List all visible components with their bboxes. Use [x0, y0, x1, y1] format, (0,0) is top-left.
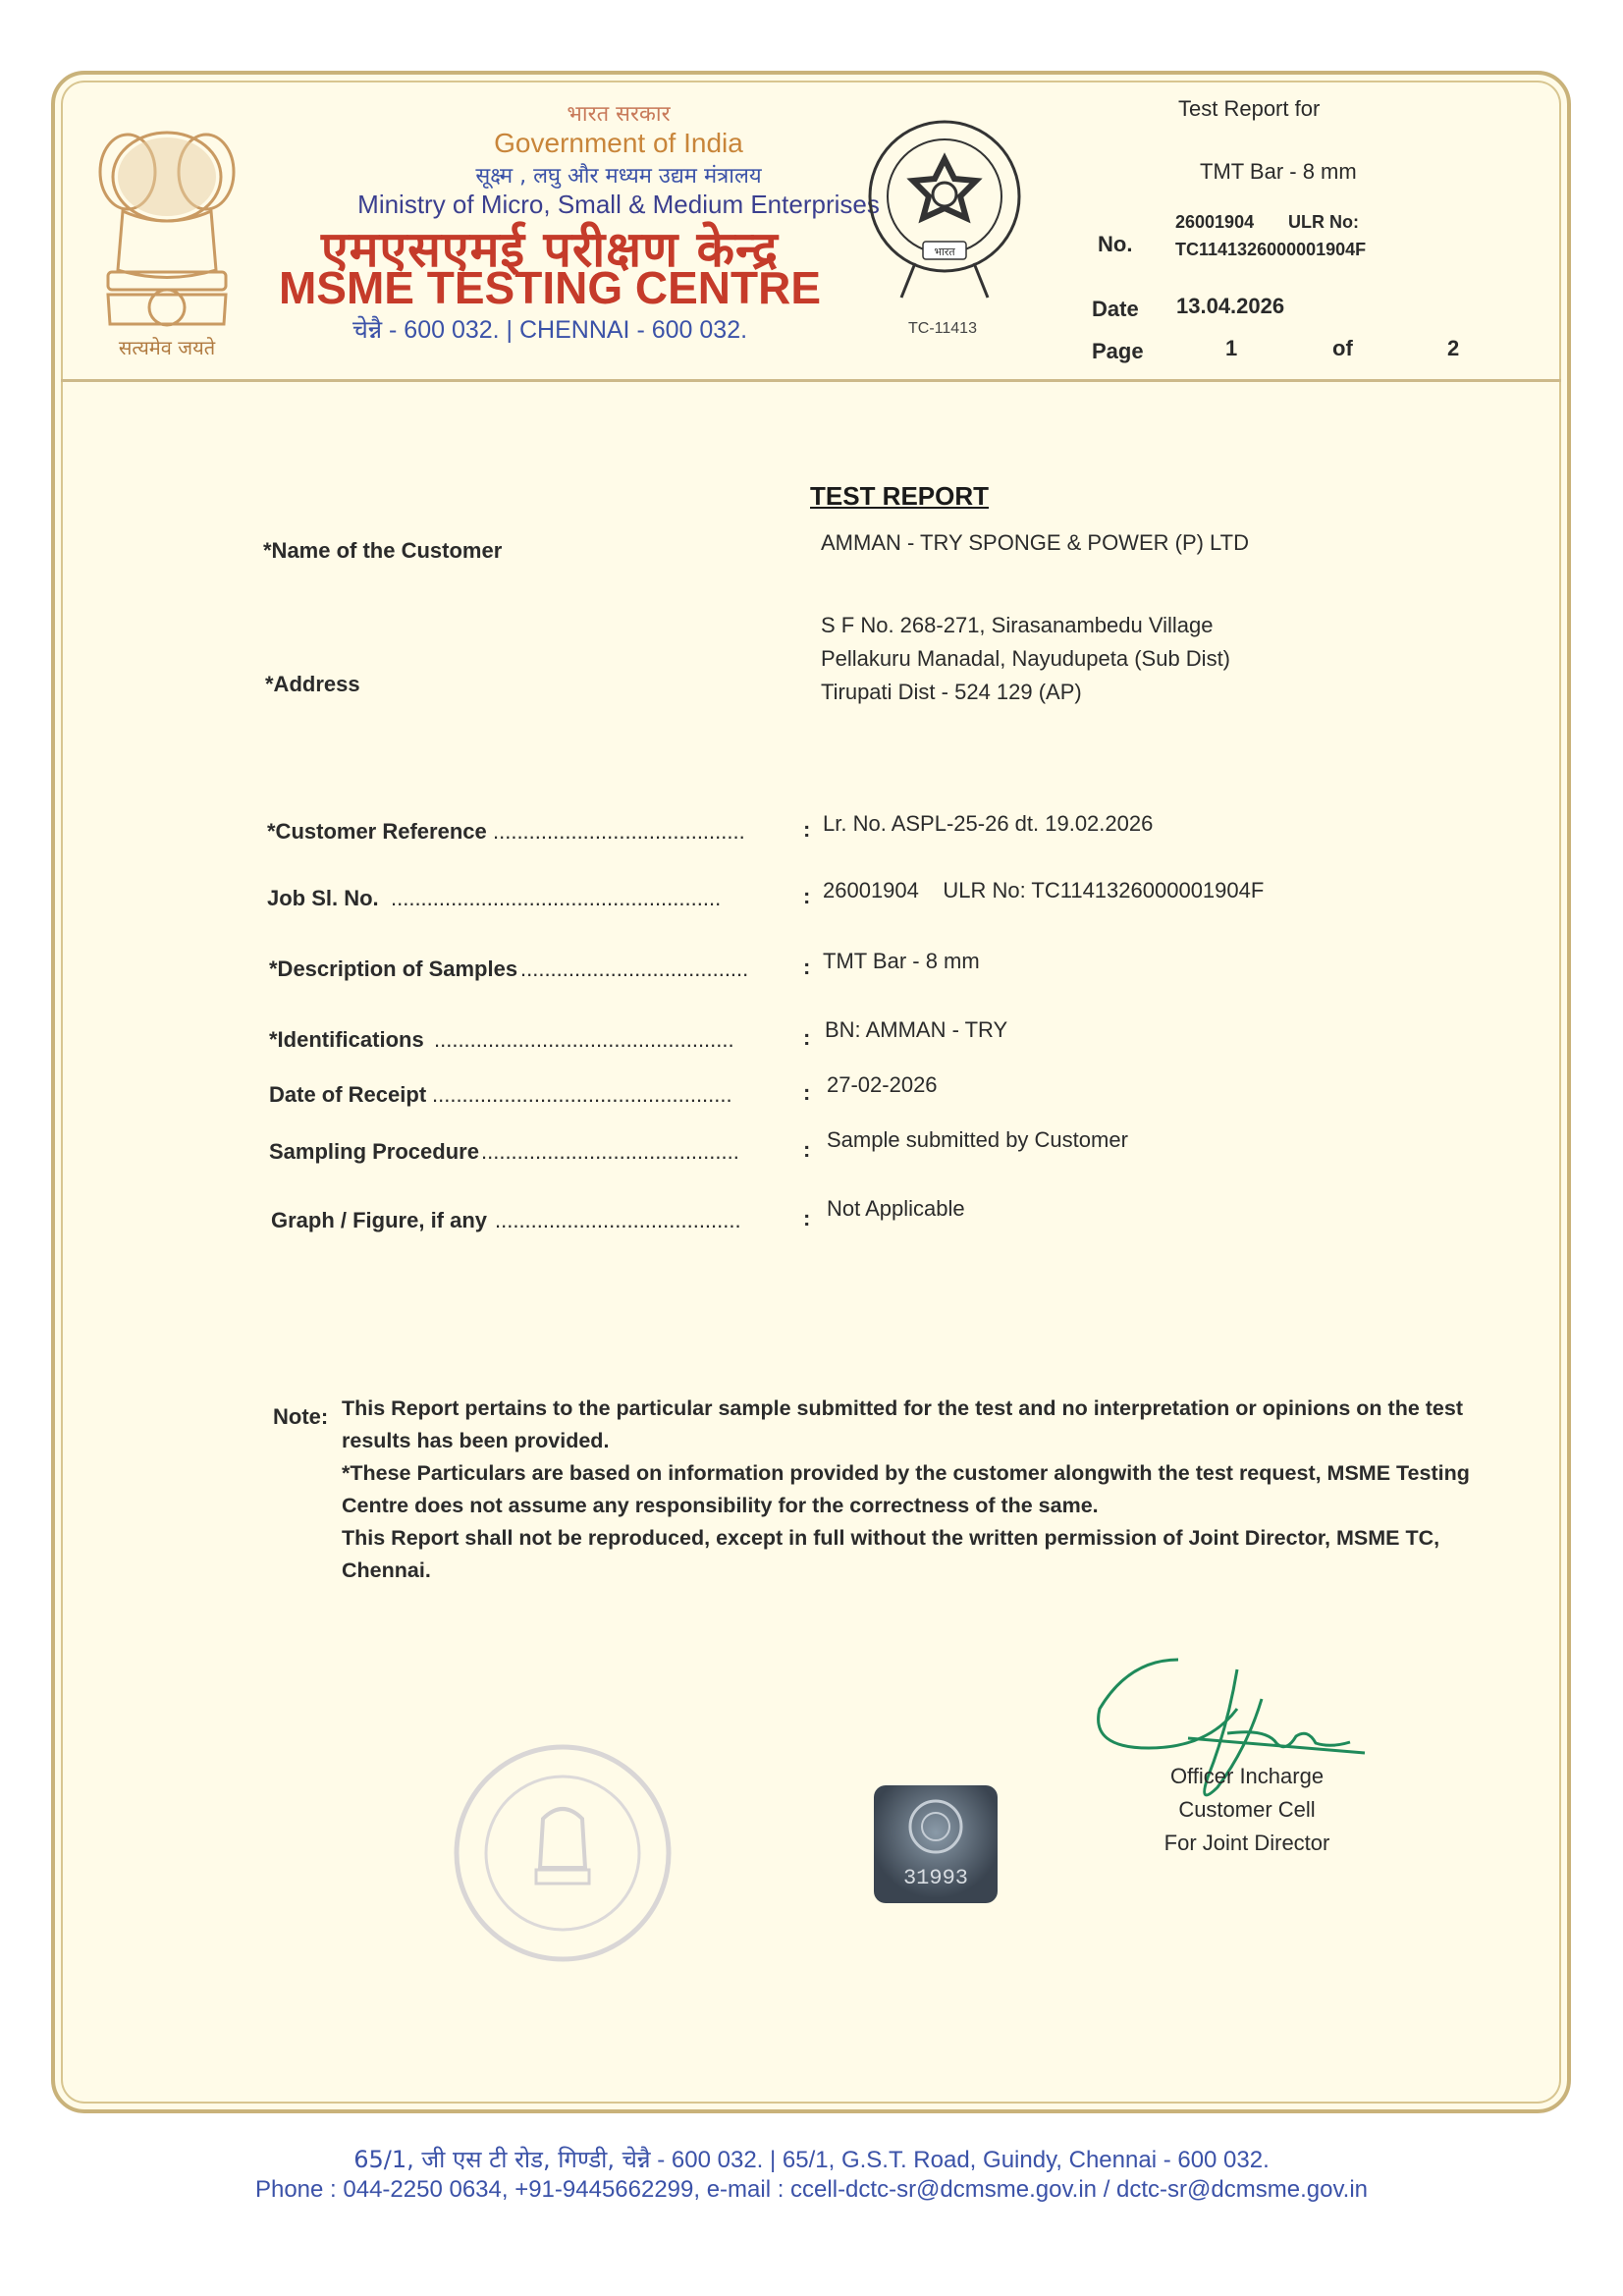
- dot-leader: ...........................................: [481, 1139, 739, 1164]
- field-colon: :: [803, 955, 811, 979]
- field-label: *Customer Reference: [267, 819, 487, 844]
- signatory-line-1: Officer Incharge: [1169, 1764, 1325, 1788]
- city-postal: - 600 032. | CHENNAI - 600 032.: [382, 316, 748, 344]
- dot-leader: ..................................................: [432, 1082, 732, 1107]
- field-value: BN: AMMAN - TRY: [825, 1017, 1008, 1042]
- footer-address: [0, 2143, 1623, 2175]
- hologram-sticker: [874, 1785, 998, 1903]
- address-line-3: Tirupati Dist - 524 129 (AP): [821, 680, 1082, 704]
- field-colon: :: [803, 1137, 811, 1162]
- test-report-for-label: Test Report for: [1178, 96, 1321, 121]
- office-seal-icon: [450, 1740, 676, 1966]
- note-line-3: This Report shall not be reproduced, except in full without the written permission of Joint Director, MSME TC, Chennai.: [342, 1526, 1440, 1582]
- page-of: of: [1332, 336, 1353, 360]
- field-label: Date of Receipt: [269, 1082, 427, 1107]
- government-english: Government of India: [494, 128, 743, 158]
- field-colon: :: [803, 884, 811, 908]
- note-text: [342, 1393, 1525, 1587]
- logo-code: TC-11413: [908, 320, 977, 337]
- dot-leader: .......................................................: [391, 886, 722, 910]
- customer-name-value: AMMAN - TRY SPONGE & POWER (P) LTD: [821, 530, 1249, 555]
- footer-address-english: - 600 032. | 65/1, G.S.T. Road, Guindy, Chennai - 600 032.: [650, 2147, 1270, 2173]
- dot-leader: ..........................................: [493, 819, 745, 844]
- report-no-value: 26001904: [1175, 212, 1255, 232]
- signatory-line-3: For Joint Director: [1163, 1831, 1330, 1855]
- footer-contact: Phone : 044-2250 0634, +91-9445662299, e-mail : ccell-dctc-sr@dcmsme.gov.in / dctc-sr@dcmsme.gov.in: [254, 2176, 1369, 2203]
- field-value: Sample submitted by Customer: [827, 1127, 1128, 1152]
- date-label: Date: [1092, 297, 1139, 321]
- ulr-label: ULR No:: [1288, 212, 1359, 232]
- emblem-motto: सत्यमेव जयते: [118, 336, 216, 359]
- hologram-emblem-icon: [874, 1785, 998, 1864]
- field-label: Job Sl. No.: [267, 886, 379, 910]
- field-value: Not Applicable: [827, 1196, 965, 1221]
- field-colon: :: [803, 1025, 811, 1050]
- ministry-hindi: सूक्ष्म , लघु और मध्यम उद्यम मंत्रालय: [475, 164, 762, 189]
- customer-name-label: *Name of the Customer: [263, 538, 503, 563]
- logo-bottom-text: भारत: [934, 246, 955, 258]
- dot-leader: ..................................................: [434, 1027, 734, 1052]
- header-divider: [61, 379, 1561, 382]
- city-line: [295, 312, 805, 346]
- report-no-label: No.: [1098, 232, 1133, 256]
- signature-icon: [1090, 1640, 1375, 1817]
- field-label: *Description of Samples: [269, 957, 518, 981]
- signatory-line-2: Customer Cell: [1178, 1797, 1316, 1822]
- field-value: TMT Bar - 8 mm: [823, 949, 980, 973]
- msme-tc-logo-icon: [856, 116, 1033, 312]
- page-current: 1: [1225, 336, 1238, 360]
- field-label: Sampling Procedure: [269, 1139, 479, 1164]
- government-hindi: भारत सरकार: [567, 102, 671, 127]
- report-title: TEST REPORT: [810, 481, 990, 511]
- page-label: Page: [1092, 339, 1144, 363]
- ulr-value: TC1141326000001904F: [1175, 240, 1367, 259]
- page-total: 2: [1447, 336, 1460, 360]
- ministry-english: Ministry of Micro, Small & Medium Enterprises: [357, 190, 880, 219]
- test-report-for-value: TMT Bar - 8 mm: [1200, 159, 1357, 184]
- footer-address-hindi: 65/1, जी एस टी रोड, गिण्डी, चेन्नै: [353, 2146, 651, 2173]
- dot-leader: ......................................: [520, 957, 749, 981]
- field-colon: :: [803, 1206, 811, 1230]
- dot-leader: .........................................: [495, 1208, 741, 1232]
- hologram-number: 31993: [902, 1866, 968, 1890]
- field-label: Graph / Figure, if any: [271, 1208, 488, 1232]
- address-line-1: S F No. 268-271, Sirasanambedu Village: [821, 613, 1214, 637]
- national-emblem-icon: [79, 103, 255, 368]
- note-line-1: This Report pertains to the particular sample submitted for the test and no interpretation or opinions on the test results has been provided.: [342, 1396, 1463, 1452]
- address-line-2: Pellakuru Manadal, Nayudupeta (Sub Dist): [821, 646, 1231, 671]
- field-colon: :: [803, 817, 811, 842]
- field-value: 26001904 ULR No: TC1141326000001904F: [823, 878, 1265, 902]
- address-label: *Address: [265, 672, 360, 696]
- field-colon: :: [803, 1080, 811, 1105]
- note-line-2: *These Particulars are based on information provided by the customer alongwith the test request, MSME Testing Centre does not assume any responsibility for the correctness of the same.: [342, 1461, 1470, 1517]
- field-value: 27-02-2026: [827, 1072, 938, 1097]
- centre-name-english: MSME TESTING CENTRE: [278, 262, 822, 313]
- field-label: *Identifications: [269, 1027, 424, 1052]
- field-value: Lr. No. ASPL-25-26 dt. 19.02.2026: [823, 811, 1154, 836]
- city-hindi: चेन्नै: [352, 315, 383, 344]
- note-label: Note:: [273, 1404, 329, 1429]
- centre-name-hindi: एमएसएमई परीक्षण केन्द्र: [320, 220, 780, 278]
- date-value: 13.04.2026: [1176, 294, 1285, 318]
